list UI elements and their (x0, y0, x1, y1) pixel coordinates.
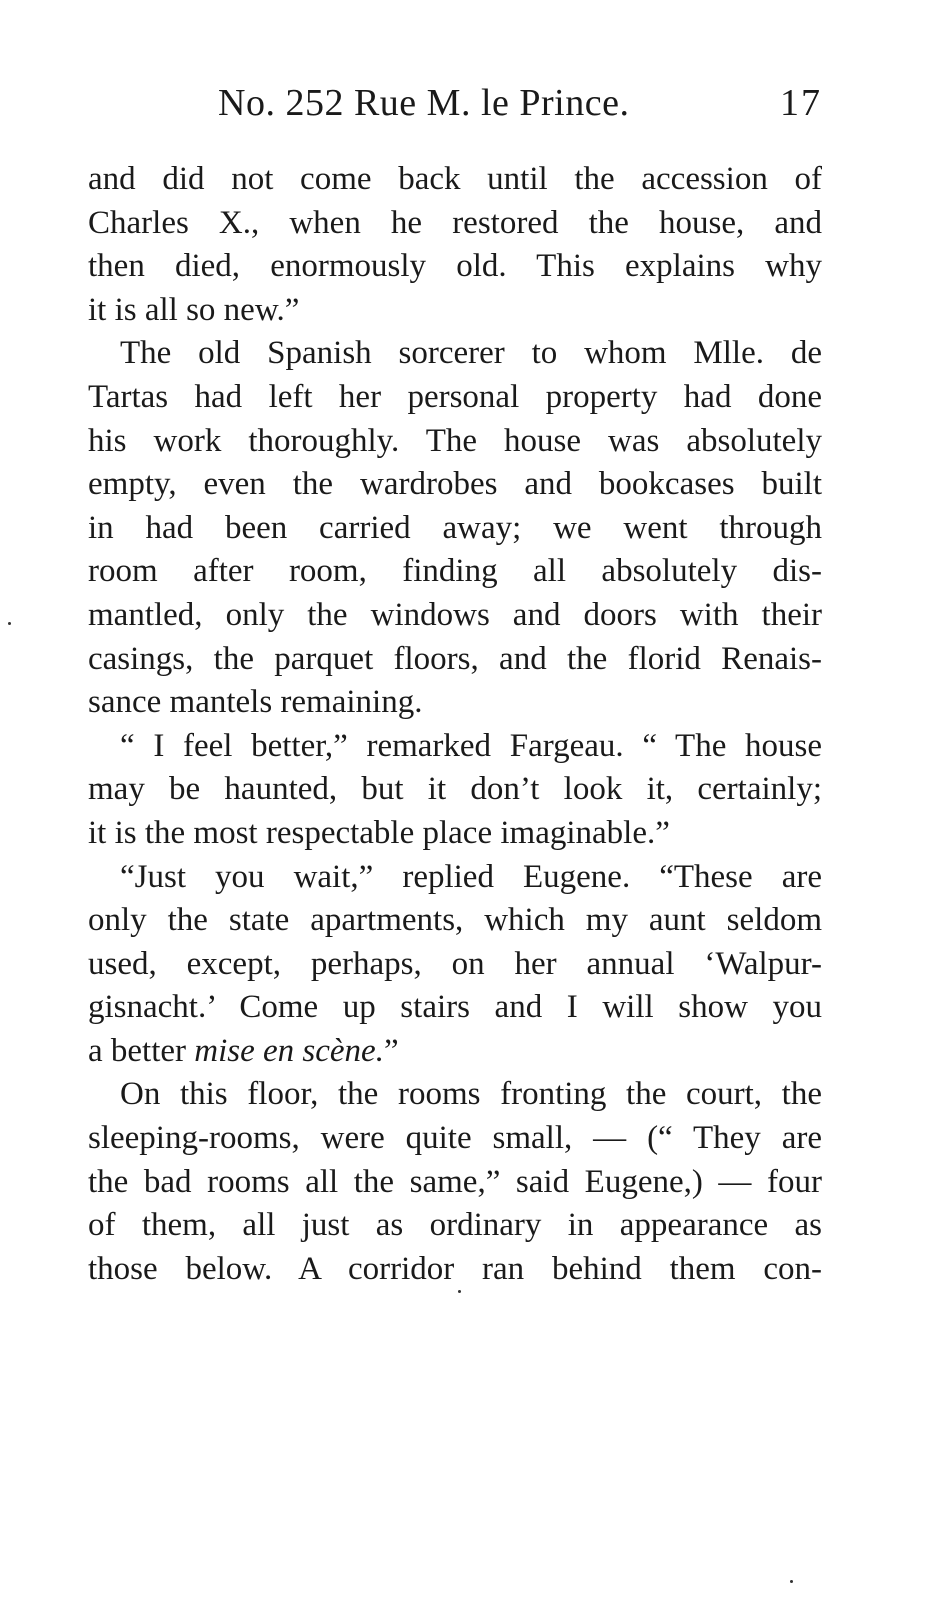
text-line: On this floor, the rooms fronting the court, the (120, 1076, 822, 1113)
page-number: 17 (780, 82, 822, 124)
body-text (88, 158, 822, 1291)
running-head (88, 78, 822, 128)
text-line: his work thoroughly. The house was absolutely (88, 422, 822, 459)
text-line: only the state apartments, which my aunt seldom (88, 902, 822, 939)
text-line: it is the most respectable place imaginable.” (88, 814, 670, 851)
text-line: the bad rooms all the same,” said Eugene,) — four (88, 1163, 822, 1200)
text-line: empty, even the wardrobes and bookcases built (88, 466, 822, 503)
text-line: “Just you wait,” replied Eugene. “These are (120, 858, 822, 895)
text-line: Tartas had left her personal property had done (88, 378, 822, 415)
text-line: it is all so new.” (88, 291, 300, 328)
paper-speck (790, 1580, 793, 1583)
text-line: those below. A corridor ran behind them con- (88, 1250, 822, 1287)
text-line: room after room, finding all absolutely dis- (88, 553, 822, 590)
text-line: mantled, only the windows and doors with their (88, 596, 822, 633)
paper-speck (8, 622, 11, 625)
text-line: casings, the parquet floors, and the florid Renais- (88, 640, 822, 677)
text-line: may be haunted, but it don’t look it, certainly; (88, 771, 822, 808)
text-fragment: ” (383, 1032, 399, 1069)
text-line: “ I feel better,” remarked Fargeau. “ The house (120, 727, 822, 764)
text-line: and did not come back until the accession of (88, 161, 822, 197)
text-line: Charles X., when he restored the house, and (88, 204, 822, 241)
paper-speck (458, 1290, 461, 1293)
text-line: sance mantels remaining. (88, 684, 423, 721)
text-fragment: a better (88, 1032, 195, 1069)
running-title: No. 252 Rue M. le Prince. (218, 82, 630, 124)
text-line: in had been carried away; we went through (88, 509, 822, 546)
italic-phrase: mise en scène. (194, 1032, 384, 1069)
text-line: The old Spanish sorcerer to whom Mlle. de (120, 335, 822, 372)
text-line: sleeping-rooms, were quite small, — (“ They are (88, 1120, 822, 1157)
text-line: then died, enormously old. This explains why (88, 248, 822, 285)
text-line: used, except, perhaps, on her annual ‘Walpur- (88, 945, 822, 982)
text-line: of them, all just as ordinary in appearance as (88, 1207, 822, 1244)
text-line: gisnacht.’ Come up stairs and I will show you (88, 989, 822, 1026)
text-line (88, 1030, 822, 1074)
